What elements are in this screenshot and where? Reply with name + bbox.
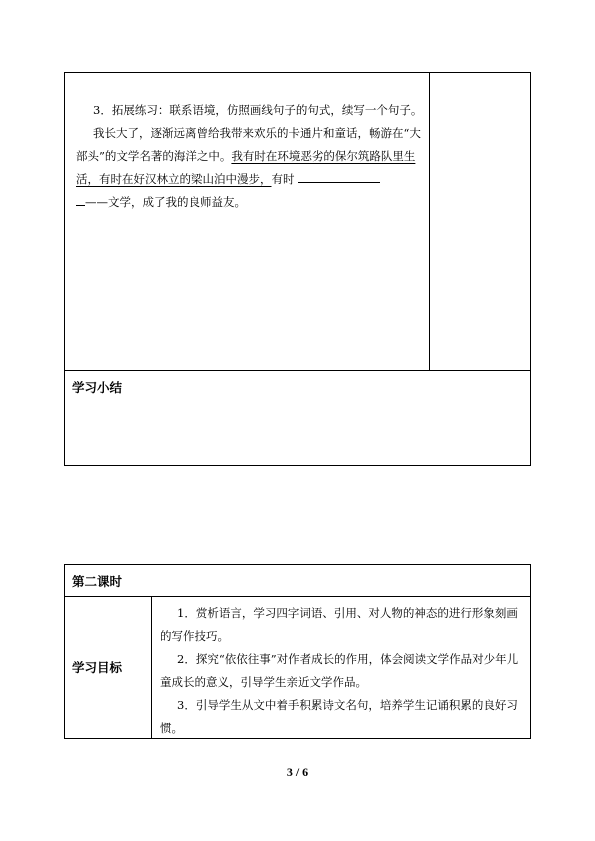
goal-item: 1．赏析语言，学习四字词语、引用、对人物的神态的进行形象刻画的写作技巧。 <box>160 606 518 643</box>
goal-item: 3．引导学生从文中着手积累诗文名句，培养学生记诵积累的良好习惯。 <box>160 698 518 735</box>
goals-label: 学习目标 <box>72 660 123 675</box>
lesson-header: 第二课时 <box>72 574 123 589</box>
goal-item: 2．探究“依依往事”对作者成长的作用，体会阅读文学作品对少年儿童成长的意义，引导学生亲近文学作品。 <box>160 652 519 689</box>
page-number: 3 / 6 <box>286 765 309 779</box>
fill-blank[interactable] <box>298 170 380 183</box>
fill-blank-continued[interactable] <box>76 193 85 206</box>
paragraph-intro: 我长大了，逐渐远离曾给我带来欢乐的卡通片和童话，畅游在“大部头”的文学名著的海洋之中。 <box>76 126 421 163</box>
continue-prefix: 有时 <box>271 172 295 186</box>
exercise-paragraph <box>76 122 426 214</box>
table-row-divider <box>64 596 531 597</box>
paragraph-ending: ——文学，成了我的良师益友。 <box>85 195 246 209</box>
underlined-sentence-1: 我有时在环境恶劣的保尔筑路队里生活， <box>76 149 416 186</box>
underlined-sentence-2: 有时在好汉林立的梁山泊中漫步， <box>99 172 272 186</box>
table-row-divider <box>64 370 531 371</box>
table-column-divider <box>429 72 430 370</box>
exercise-block <box>76 99 426 214</box>
summary-label: 学习小结 <box>72 380 123 395</box>
exercise-heading: 3．拓展练习：联系语境，仿照画线句子的句式，续写一个句子。 <box>93 103 423 117</box>
goals-list <box>160 602 526 740</box>
table-column-divider <box>151 596 152 739</box>
